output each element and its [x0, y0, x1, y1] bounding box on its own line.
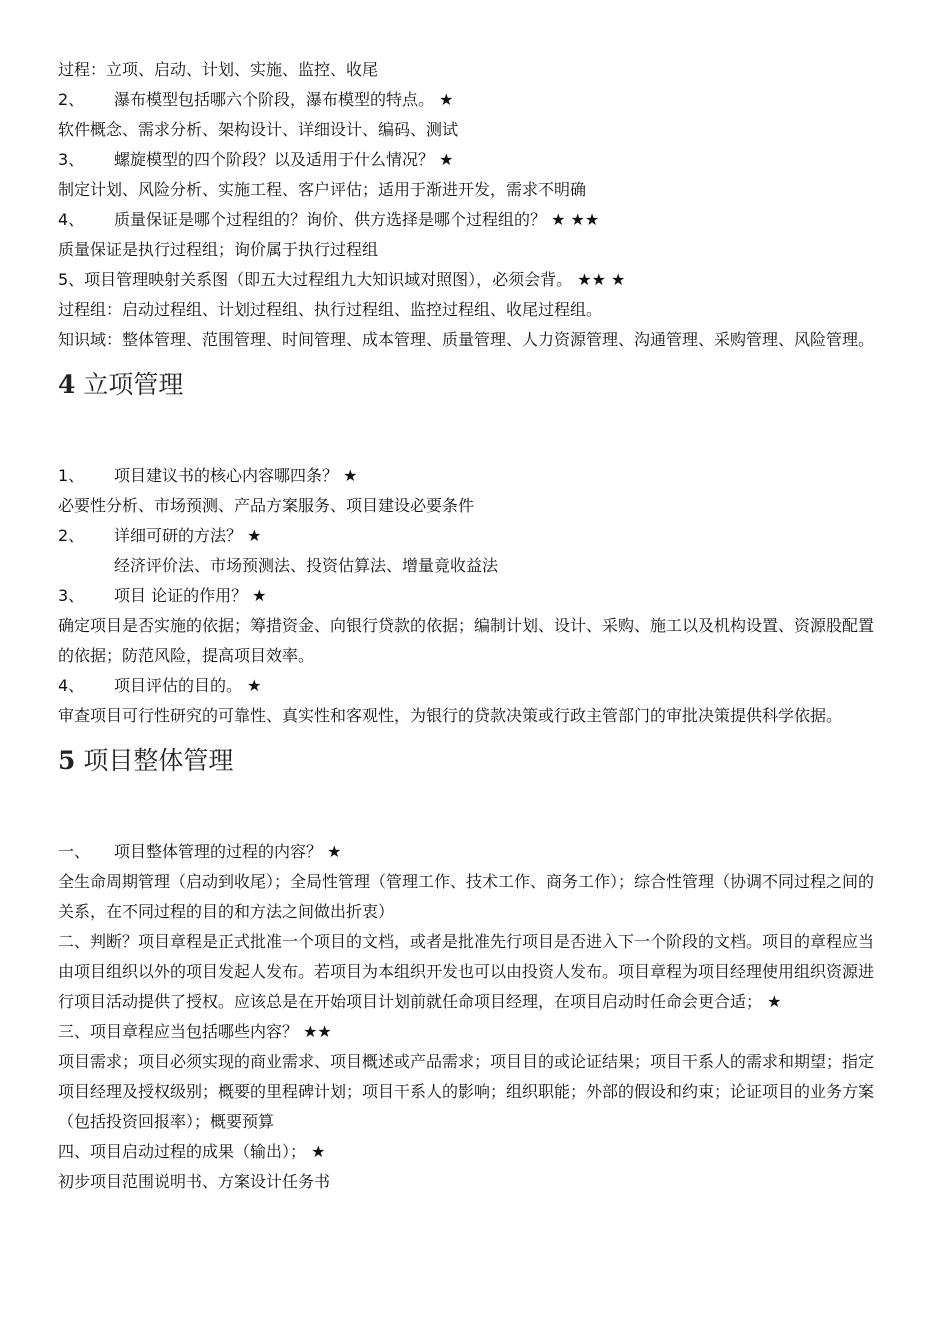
question-number: 4、 — [58, 676, 85, 695]
answer-proposal: 必要性分析、市场预测、产品方案服务、项目建设必要条件 — [58, 496, 475, 515]
process-groups-text: 过程组：启动过程组、计划过程组、执行过程组、监控过程组、收尾过程组。 — [58, 300, 603, 319]
question-evaluation — [58, 671, 884, 701]
question-mapping-chart: 5、项目管理映射关系图（即五大过程组九大知识域对照图），必须会背。 ★★ ★ — [58, 270, 626, 289]
process-line: 过程：立项、启动、计划、实施、监控、收尾 — [58, 60, 379, 79]
answer-spiral: 制定计划、风险分析、实施工程、客户评估；适用于渐进开发，需求不明确 — [58, 180, 587, 199]
question-initiation-outputs: 四、项目启动过程的成果（输出）； ★ — [58, 1142, 326, 1161]
section-title: 项目整体管理 — [83, 746, 234, 775]
question-number: 1、 — [58, 466, 85, 485]
section-number: 5 — [58, 746, 76, 775]
section-heading-5 — [58, 741, 884, 781]
judgement-charter-paragraph: 二、判断？项目章程是正式批准一个项目的文档，或者是批准先行项目是否进入下一个阶段的文档。项目的章程应当由项目组织以外的项目发起人发布。若项目为本组织开发也可以由投资人发布。项目章程为项目经理使用组织资源进行项目活动提供了授权。应该总是在开始项目计划前就任命项目经理，在项目启动时任命会更合适； ★ — [58, 932, 875, 1011]
answer-quality-assurance: 质量保证是执行过程组；询价属于执行过程组 — [58, 240, 379, 259]
question-text: 详细可研的方法？ ★ — [114, 526, 262, 545]
question-spiral — [58, 145, 884, 175]
question-waterfall — [58, 85, 884, 115]
question-proposal — [58, 461, 884, 491]
section-heading-4 — [58, 365, 884, 405]
question-number: 4、 — [58, 210, 85, 229]
answer-argumentation: 确定项目是否实施的依据；筹措资金、向银行贷款的依据；编制计划、设计、采购、施工以及机构设置、资源股配置的依据；防范风险，提高项目效率。 — [58, 616, 875, 665]
knowledge-areas-text: 知识域：整体管理、范围管理、时间管理、成本管理、质量管理、人力资源管理、沟通管理、采购管理、风险管理。 — [58, 330, 875, 349]
question-argumentation — [58, 581, 884, 611]
question-number: 2、 — [58, 526, 85, 545]
answer-integration-process: 全生命周期管理（启动到收尾）；全局性管理（管理工作、技术工作、商务工作）；综合性管理（协调不同过程之间的关系，在不同过程的目的和方法之间做出折衷） — [58, 872, 875, 921]
question-text: 项目评估的目的。 ★ — [114, 676, 262, 695]
section-title: 立项管理 — [83, 370, 184, 399]
answer-initiation-outputs: 初步项目范围说明书、方案设计任务书 — [58, 1172, 331, 1191]
question-text: 质量保证是哪个过程组的？询价、供方选择是哪个过程组的？ ★ ★★ — [114, 210, 600, 229]
answer-evaluation: 审查项目可行性研究的可靠性、真实性和客观性，为银行的贷款决策或行政主管部门的审批决策提供科学依据。 — [58, 706, 843, 725]
question-number: 3、 — [58, 150, 85, 169]
question-text: 项目建议书的核心内容哪四条？ ★ — [114, 466, 358, 485]
answer-charter-contents: 项目需求；项目必须实现的商业需求、项目概述或产品需求；项目目的或论证结果；项目干系人的需求和期望；指定项目经理及授权级别；概要的里程碑计划；项目干系人的影响；组织职能；外部的假设和约束；论证项目的业务方案（包括投资回报率）；概要预算 — [58, 1052, 875, 1131]
question-number: 2、 — [58, 90, 85, 109]
answer-feasibility-methods: 经济评价法、市场预测法、投资估算法、增量竟收益法 — [114, 556, 499, 575]
question-charter-contents: 三、项目章程应当包括哪些内容？ ★★ — [58, 1022, 332, 1041]
question-text: 项目 论证的作用？ ★ — [114, 586, 267, 605]
question-number: 3、 — [58, 586, 85, 605]
document-page — [58, 55, 884, 1197]
question-integration-process — [58, 837, 884, 867]
question-feasibility-methods — [58, 521, 884, 551]
question-text: 螺旋模型的四个阶段？以及适用于什么情况？ ★ — [114, 150, 454, 169]
question-text: 项目整体管理的过程的内容？ ★ — [114, 842, 342, 861]
answer-waterfall: 软件概念、需求分析、架构设计、详细设计、编码、测试 — [58, 120, 459, 139]
question-number: 一、 — [58, 842, 91, 861]
question-text: 瀑布模型包括哪六个阶段，瀑布模型的特点。 ★ — [114, 90, 454, 109]
question-quality-assurance — [58, 205, 884, 235]
section-number: 4 — [58, 370, 76, 399]
